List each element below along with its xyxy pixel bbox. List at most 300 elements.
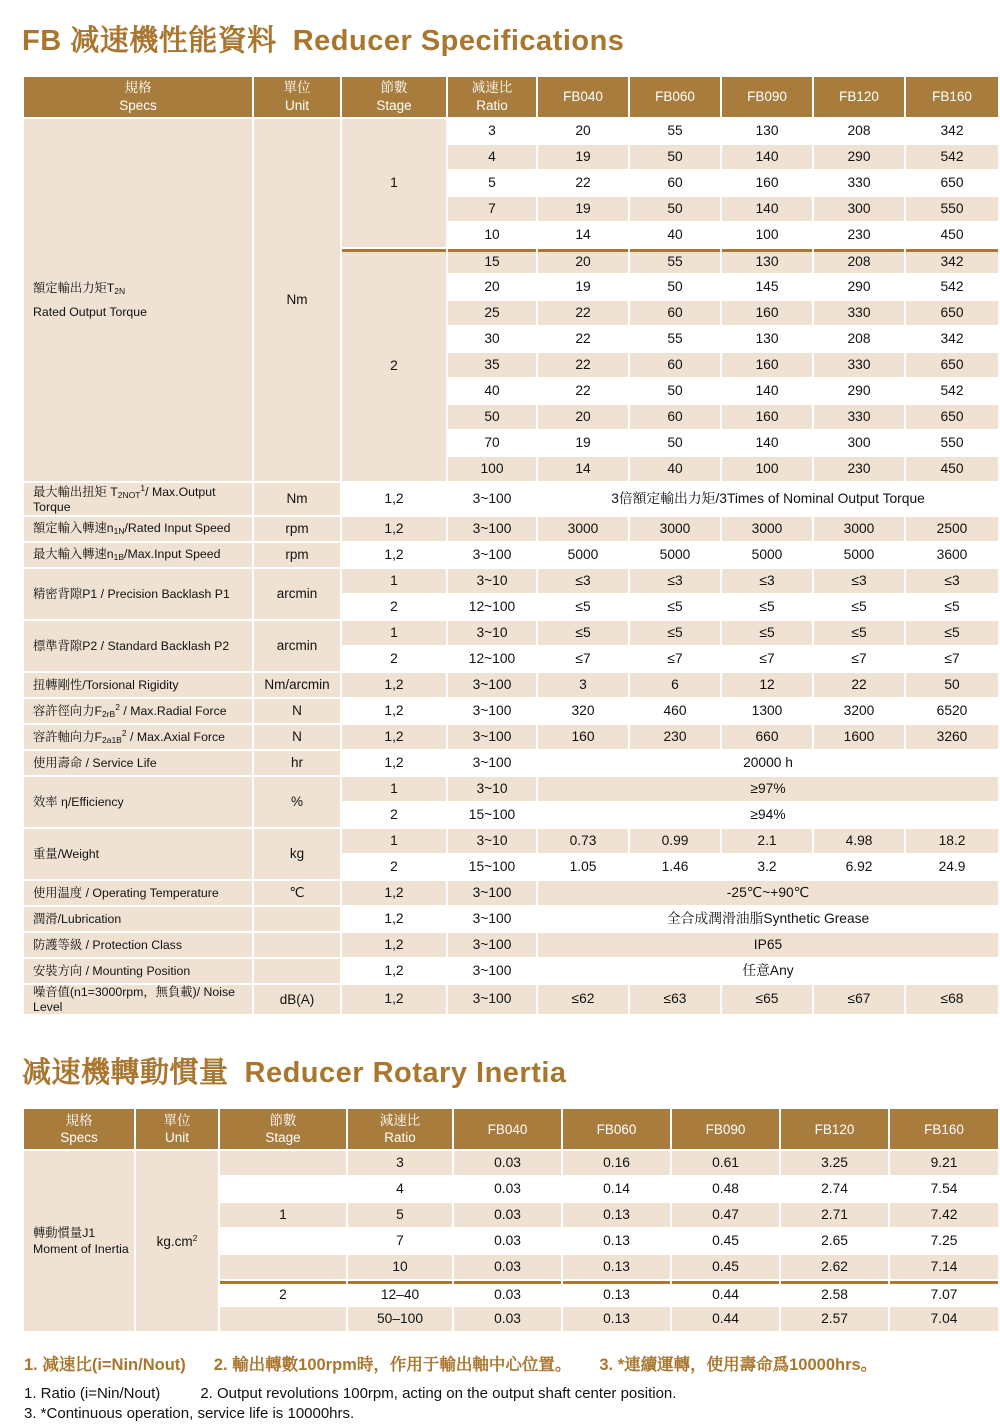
value-cell: ≤3 bbox=[906, 569, 998, 593]
model-header: FB040 bbox=[538, 77, 628, 117]
value-cell: 145 bbox=[722, 275, 812, 299]
value-cell: 140 bbox=[722, 431, 812, 455]
stage-cell: 1,2 bbox=[342, 881, 446, 905]
value-cell: ≤3 bbox=[630, 569, 720, 593]
value-cell: 160 bbox=[722, 301, 812, 325]
table-row bbox=[24, 569, 998, 593]
value-cell: 0.03 bbox=[454, 1177, 561, 1201]
value-cell: ≤68 bbox=[906, 985, 998, 1015]
stage-cell: 1 bbox=[342, 569, 446, 593]
stage-cell: 1,2 bbox=[342, 751, 446, 775]
table-row bbox=[24, 621, 998, 645]
table-row bbox=[24, 933, 998, 957]
inertia-table-title bbox=[22, 1050, 978, 1091]
value-cell: 342 bbox=[906, 249, 998, 273]
ratio-cell: 3~10 bbox=[448, 829, 536, 853]
ratio-cell: 3~10 bbox=[448, 621, 536, 645]
value-cell: 5000 bbox=[722, 543, 812, 567]
value-cell: 22 bbox=[538, 171, 628, 195]
table-row bbox=[24, 517, 998, 541]
value-cell: 1300 bbox=[722, 699, 812, 723]
value-cell: 300 bbox=[814, 197, 904, 221]
value-cell: 330 bbox=[814, 405, 904, 429]
spec-label-cell: 額定輸出力矩$T_{2N}$ Rated Output Torque bbox=[24, 119, 252, 481]
stage-cell: 1,2 bbox=[342, 907, 446, 931]
ratio-cell: 12~100 bbox=[448, 647, 536, 671]
value-cell: ≤5 bbox=[538, 595, 628, 619]
value-cell: 140 bbox=[722, 197, 812, 221]
column-header: 减速比 Ratio bbox=[448, 77, 536, 117]
stage-cell: 2 bbox=[342, 803, 446, 827]
value-cell: 22 bbox=[538, 379, 628, 403]
value-cell: 542 bbox=[906, 275, 998, 299]
value-cell: 55 bbox=[630, 119, 720, 143]
stage-cell: 1,2 bbox=[342, 673, 446, 697]
column-header: 規格 Specs bbox=[24, 77, 252, 117]
value-cell: 230 bbox=[630, 725, 720, 749]
spec-label-cell: 使用温度 / Operating Temperature bbox=[24, 881, 252, 905]
stage-cell: 1,2 bbox=[342, 959, 446, 983]
value-cell: 542 bbox=[906, 379, 998, 403]
value-cell: 140 bbox=[722, 145, 812, 169]
inertia-table-title-en: Reducer Rotary Inertia bbox=[244, 1057, 567, 1090]
value-cell: 650 bbox=[906, 405, 998, 429]
value-cell: 50 bbox=[630, 379, 720, 403]
value-cell: 22 bbox=[538, 301, 628, 325]
value-cell: 22 bbox=[538, 353, 628, 377]
value-cell: 330 bbox=[814, 301, 904, 325]
table-row bbox=[24, 483, 998, 515]
stage-cell: 2 bbox=[342, 647, 446, 671]
table-row bbox=[24, 829, 998, 853]
ratio-cell: 5 bbox=[448, 171, 536, 195]
ratio-cell: 3 bbox=[448, 119, 536, 143]
ratio-cell: 20 bbox=[448, 275, 536, 299]
value-cell: ≤65 bbox=[722, 985, 812, 1015]
inertia-table-title-zh: 减速機轉動慣量 bbox=[22, 1057, 229, 1090]
stage-cell bbox=[220, 1229, 346, 1253]
value-cell: 3.2 bbox=[722, 855, 812, 879]
value-cell: 160 bbox=[538, 725, 628, 749]
value-cell: 2500 bbox=[906, 517, 998, 541]
stage-cell: 2 bbox=[220, 1281, 346, 1305]
ratio-cell: 5 bbox=[348, 1203, 452, 1227]
value-cell: 130 bbox=[722, 327, 812, 351]
value-cell: 0.45 bbox=[672, 1255, 779, 1279]
value-cell: 3000 bbox=[630, 517, 720, 541]
spec-label-cell: 精密背隙P1 / Precision Backlash P1 bbox=[24, 569, 252, 619]
stage-cell: 1,2 bbox=[342, 543, 446, 567]
span-value-cell: 3倍額定輸出力矩/3Times of Nominal Output Torque bbox=[538, 483, 998, 515]
table-row bbox=[24, 881, 998, 905]
value-cell: 20 bbox=[538, 405, 628, 429]
stage-cell: 1,2 bbox=[342, 483, 446, 515]
value-cell: 230 bbox=[814, 457, 904, 481]
value-cell: 0.13 bbox=[563, 1203, 670, 1227]
value-cell: 2.1 bbox=[722, 829, 812, 853]
stage-cell bbox=[220, 1151, 346, 1175]
value-cell: 6 bbox=[630, 673, 720, 697]
spec-label-cell: 防護等級 / Protection Class bbox=[24, 933, 252, 957]
stage-cell: 2 bbox=[342, 855, 446, 879]
unit-cell: N bbox=[254, 699, 340, 723]
value-cell: 342 bbox=[906, 119, 998, 143]
spec-table-title-en: Reducer Specifications bbox=[292, 25, 625, 57]
unit-cell: Nm bbox=[254, 119, 340, 481]
footnote-line-en-1 bbox=[24, 1385, 978, 1402]
value-cell: 0.13 bbox=[563, 1255, 670, 1279]
ratio-cell: 3~100 bbox=[448, 725, 536, 749]
value-cell: 0.14 bbox=[563, 1177, 670, 1201]
value-cell: 0.16 bbox=[563, 1151, 670, 1175]
footnote-item-en: 2. Output revolutions 100rpm, acting on the output shaft center position. bbox=[200, 1385, 677, 1403]
unit-cell bbox=[254, 933, 340, 957]
table-row bbox=[24, 119, 998, 143]
model-header: FB120 bbox=[781, 1109, 888, 1149]
stage-cell: 1 bbox=[342, 777, 446, 801]
value-cell: 55 bbox=[630, 249, 720, 273]
value-cell: ≤5 bbox=[630, 621, 720, 645]
spec-label-cell: 重量/Weight bbox=[24, 829, 252, 879]
footnote-line-en-2 bbox=[24, 1405, 978, 1422]
span-value-cell: 任意Any bbox=[538, 959, 998, 983]
unit-cell: rpm bbox=[254, 517, 340, 541]
table-row bbox=[24, 959, 998, 983]
table-row bbox=[24, 1151, 998, 1175]
value-cell: 3000 bbox=[814, 517, 904, 541]
column-header: 節數 Stage bbox=[220, 1109, 346, 1149]
table-row bbox=[24, 751, 998, 775]
value-cell: 22 bbox=[814, 673, 904, 697]
value-cell: ≤7 bbox=[630, 647, 720, 671]
value-cell: 160 bbox=[722, 171, 812, 195]
ratio-cell: 30 bbox=[448, 327, 536, 351]
stage-cell bbox=[220, 1177, 346, 1201]
value-cell: 160 bbox=[722, 353, 812, 377]
span-value-cell: ≥94% bbox=[538, 803, 998, 827]
spec-label-cell: 安裝方向 / Mounting Position bbox=[24, 959, 252, 983]
value-cell: 3200 bbox=[814, 699, 904, 723]
ratio-cell: 25 bbox=[448, 301, 536, 325]
value-cell: ≤7 bbox=[538, 647, 628, 671]
ratio-cell: 50–100 bbox=[348, 1307, 452, 1331]
spec-label-cell: 效率 η/Efficiency bbox=[24, 777, 252, 827]
ratio-cell: 3~100 bbox=[448, 751, 536, 775]
value-cell: 7.42 bbox=[890, 1203, 998, 1227]
rotary-inertia-table bbox=[22, 1107, 1000, 1333]
unit-cell: N bbox=[254, 725, 340, 749]
ratio-cell: 3~100 bbox=[448, 985, 536, 1015]
ratio-cell: 3~10 bbox=[448, 569, 536, 593]
ratio-cell: 12–40 bbox=[348, 1281, 452, 1305]
footnote-line-zh bbox=[24, 1351, 978, 1375]
table-row bbox=[24, 725, 998, 749]
value-cell: ≤5 bbox=[814, 621, 904, 645]
value-cell: 140 bbox=[722, 379, 812, 403]
stage-cell: 1,2 bbox=[342, 517, 446, 541]
value-cell: 650 bbox=[906, 171, 998, 195]
ratio-cell: 3 bbox=[348, 1151, 452, 1175]
ratio-cell: 3~100 bbox=[448, 517, 536, 541]
value-cell: 290 bbox=[814, 379, 904, 403]
value-cell: 550 bbox=[906, 431, 998, 455]
value-cell: 542 bbox=[906, 145, 998, 169]
model-header: FB120 bbox=[814, 77, 904, 117]
spec-label-cell: 使用壽命 / Service Life bbox=[24, 751, 252, 775]
spec-label-cell: 最大輸出扭矩 $T_{2NOT}^1/$ Max.Output Torque bbox=[24, 483, 252, 515]
unit-cell: hr bbox=[254, 751, 340, 775]
value-cell: 0.03 bbox=[454, 1307, 561, 1331]
ratio-cell: 50 bbox=[448, 405, 536, 429]
ratio-cell: 7 bbox=[448, 197, 536, 221]
value-cell: 1.05 bbox=[538, 855, 628, 879]
value-cell: 550 bbox=[906, 197, 998, 221]
footnote-item-en: 1. Ratio (i=Nin/Nout) bbox=[24, 1385, 161, 1403]
value-cell: 50 bbox=[630, 197, 720, 221]
value-cell: 3 bbox=[538, 673, 628, 697]
ratio-cell: 15~100 bbox=[448, 803, 536, 827]
value-cell: 20 bbox=[538, 249, 628, 273]
unit-cell: rpm bbox=[254, 543, 340, 567]
value-cell: 22 bbox=[538, 327, 628, 351]
spec-label-cell: 標準背隙P2 / Standard Backlash P2 bbox=[24, 621, 252, 671]
ratio-cell: 4 bbox=[448, 145, 536, 169]
value-cell: 660 bbox=[722, 725, 812, 749]
value-cell: 55 bbox=[630, 327, 720, 351]
value-cell: 0.13 bbox=[563, 1307, 670, 1331]
spec-label-cell: 扭轉剛性/Torsional Rigidity bbox=[24, 673, 252, 697]
ratio-cell: 100 bbox=[448, 457, 536, 481]
stage-cell: 1 bbox=[220, 1203, 346, 1227]
header-row bbox=[24, 77, 998, 117]
unit-cell bbox=[254, 907, 340, 931]
spec-table-title bbox=[22, 18, 978, 59]
ratio-cell: 4 bbox=[348, 1177, 452, 1201]
value-cell: 2.57 bbox=[781, 1307, 888, 1331]
spec-label-cell: 額定輸入轉速$n_{1N}$/Rated Input Speed bbox=[24, 517, 252, 541]
value-cell: 0.48 bbox=[672, 1177, 779, 1201]
value-cell: 0.47 bbox=[672, 1203, 779, 1227]
value-cell: 3600 bbox=[906, 543, 998, 567]
unit-cell: Nm bbox=[254, 483, 340, 515]
value-cell: ≤5 bbox=[906, 595, 998, 619]
column-header: 減速比 Ratio bbox=[348, 1109, 452, 1149]
table-row bbox=[24, 699, 998, 723]
value-cell: 0.61 bbox=[672, 1151, 779, 1175]
value-cell: 0.73 bbox=[538, 829, 628, 853]
model-header: FB040 bbox=[454, 1109, 561, 1149]
reducer-specifications-table bbox=[22, 75, 1000, 1016]
unit-cell: arcmin bbox=[254, 621, 340, 671]
value-cell: 19 bbox=[538, 145, 628, 169]
spec-label-cell: 最大輸入轉速$n_{1B}/Max.Input$ Speed bbox=[24, 543, 252, 567]
value-cell: 0.03 bbox=[454, 1203, 561, 1227]
value-cell: ≤5 bbox=[814, 595, 904, 619]
value-cell: 14 bbox=[538, 223, 628, 247]
value-cell: 300 bbox=[814, 431, 904, 455]
value-cell: 4.98 bbox=[814, 829, 904, 853]
value-cell: 2.58 bbox=[781, 1281, 888, 1305]
footnotes bbox=[22, 1351, 978, 1422]
span-value-cell: IP65 bbox=[538, 933, 998, 957]
value-cell: 2.71 bbox=[781, 1203, 888, 1227]
value-cell: ≤3 bbox=[814, 569, 904, 593]
value-cell: 40 bbox=[630, 457, 720, 481]
value-cell: 24.9 bbox=[906, 855, 998, 879]
value-cell: 2.65 bbox=[781, 1229, 888, 1253]
spec-label-cell: 噪音值(n1=3000rpm，無負載)/ Noise Level bbox=[24, 985, 252, 1015]
value-cell: 19 bbox=[538, 431, 628, 455]
value-cell: 60 bbox=[630, 301, 720, 325]
value-cell: 130 bbox=[722, 249, 812, 273]
header-row bbox=[24, 1109, 998, 1149]
value-cell: 100 bbox=[722, 457, 812, 481]
value-cell: 330 bbox=[814, 171, 904, 195]
value-cell: 7.14 bbox=[890, 1255, 998, 1279]
value-cell: ≤3 bbox=[538, 569, 628, 593]
ratio-cell: 10 bbox=[448, 223, 536, 247]
ratio-cell: 7 bbox=[348, 1229, 452, 1253]
ratio-cell: 3~100 bbox=[448, 543, 536, 567]
value-cell: 2.62 bbox=[781, 1255, 888, 1279]
value-cell: 60 bbox=[630, 353, 720, 377]
column-header: 單位 Unit bbox=[136, 1109, 218, 1149]
value-cell: 230 bbox=[814, 223, 904, 247]
value-cell: 320 bbox=[538, 699, 628, 723]
unit-cell: % bbox=[254, 777, 340, 827]
stage-cell: 1,2 bbox=[342, 985, 446, 1015]
model-header: FB090 bbox=[672, 1109, 779, 1149]
table-row bbox=[24, 985, 998, 1015]
value-cell: 0.03 bbox=[454, 1281, 561, 1305]
unit-cell: $kg.cm^2$ bbox=[136, 1151, 218, 1331]
model-header: FB160 bbox=[906, 77, 998, 117]
stage-cell: 2 bbox=[342, 249, 446, 481]
value-cell: 6.92 bbox=[814, 855, 904, 879]
spec-label-cell: 容許軸向力$F_{2a1B}^2$ / Max.Axial Force bbox=[24, 725, 252, 749]
spec-label-cell: 轉動慣量J1 Moment of Inertia bbox=[24, 1151, 134, 1331]
span-value-cell: 全合成潤滑油脂Synthetic Grease bbox=[538, 907, 998, 931]
stage-cell: 1,2 bbox=[342, 725, 446, 749]
ratio-cell: 3~100 bbox=[448, 907, 536, 931]
footnote-item-en: 3. *Continuous operation, service life is 10000hrs. bbox=[24, 1405, 355, 1423]
value-cell: ≤5 bbox=[630, 595, 720, 619]
value-cell: ≤5 bbox=[538, 621, 628, 645]
column-header: 單位 Unit bbox=[254, 77, 340, 117]
ratio-cell: 15~100 bbox=[448, 855, 536, 879]
value-cell: 208 bbox=[814, 249, 904, 273]
footnote-item-zh: 2. 輸出轉數100rpm時，作用于輸出軸中心位置。 bbox=[213, 1356, 572, 1375]
ratio-cell: 12~100 bbox=[448, 595, 536, 619]
value-cell: 7.04 bbox=[890, 1307, 998, 1331]
span-value-cell: 20000 h bbox=[538, 751, 998, 775]
value-cell: 330 bbox=[814, 353, 904, 377]
value-cell: 0.03 bbox=[454, 1255, 561, 1279]
model-header: FB060 bbox=[630, 77, 720, 117]
value-cell: 5000 bbox=[630, 543, 720, 567]
value-cell: 0.44 bbox=[672, 1281, 779, 1305]
value-cell: 60 bbox=[630, 171, 720, 195]
value-cell: 7.07 bbox=[890, 1281, 998, 1305]
table-row bbox=[24, 907, 998, 931]
unit-cell: ℃ bbox=[254, 881, 340, 905]
ratio-cell: 3~100 bbox=[448, 699, 536, 723]
ratio-cell: 3~100 bbox=[448, 933, 536, 957]
unit-cell: arcmin bbox=[254, 569, 340, 619]
stage-cell bbox=[220, 1255, 346, 1279]
value-cell: 0.03 bbox=[454, 1229, 561, 1253]
value-cell: 0.13 bbox=[563, 1281, 670, 1305]
value-cell: 450 bbox=[906, 223, 998, 247]
table-row bbox=[24, 543, 998, 567]
value-cell: ≤7 bbox=[722, 647, 812, 671]
ratio-cell: 15 bbox=[448, 249, 536, 273]
stage-cell bbox=[220, 1307, 346, 1331]
value-cell: 18.2 bbox=[906, 829, 998, 853]
model-header: FB090 bbox=[722, 77, 812, 117]
value-cell: 208 bbox=[814, 119, 904, 143]
footnote-item-zh: 1. 减速比(i=Nin/Nout) bbox=[24, 1356, 186, 1375]
footnote-item-zh: 3. *連續運轉，使用壽命爲10000hrs。 bbox=[599, 1356, 878, 1375]
value-cell: 9.21 bbox=[890, 1151, 998, 1175]
value-cell: 100 bbox=[722, 223, 812, 247]
column-header: 節數 Stage bbox=[342, 77, 446, 117]
value-cell: 50 bbox=[630, 275, 720, 299]
stage-cell: 1 bbox=[342, 621, 446, 645]
value-cell: 1600 bbox=[814, 725, 904, 749]
ratio-cell: 10 bbox=[348, 1255, 452, 1279]
spec-label-cell: 潤滑/Lubrication bbox=[24, 907, 252, 931]
value-cell: 14 bbox=[538, 457, 628, 481]
ratio-cell: 3~100 bbox=[448, 881, 536, 905]
value-cell: ≤67 bbox=[814, 985, 904, 1015]
value-cell: 12 bbox=[722, 673, 812, 697]
value-cell: 0.99 bbox=[630, 829, 720, 853]
ratio-cell: 3~100 bbox=[448, 483, 536, 515]
spec-table-title-zh: FB 减速機性能資料 bbox=[22, 25, 277, 57]
value-cell: 1.46 bbox=[630, 855, 720, 879]
value-cell: 650 bbox=[906, 353, 998, 377]
value-cell: 7.54 bbox=[890, 1177, 998, 1201]
value-cell: ≤7 bbox=[906, 647, 998, 671]
unit-cell: Nm/arcmin bbox=[254, 673, 340, 697]
stage-cell: 1,2 bbox=[342, 933, 446, 957]
value-cell: 0.03 bbox=[454, 1151, 561, 1175]
value-cell: 160 bbox=[722, 405, 812, 429]
unit-cell bbox=[254, 959, 340, 983]
column-header: 規格 Specs bbox=[24, 1109, 134, 1149]
value-cell: 3000 bbox=[538, 517, 628, 541]
value-cell: ≤7 bbox=[814, 647, 904, 671]
value-cell: 20 bbox=[538, 119, 628, 143]
value-cell: 2.74 bbox=[781, 1177, 888, 1201]
value-cell: 650 bbox=[906, 301, 998, 325]
value-cell: 5000 bbox=[814, 543, 904, 567]
table-row bbox=[24, 777, 998, 801]
ratio-cell: 40 bbox=[448, 379, 536, 403]
model-header: FB160 bbox=[890, 1109, 998, 1149]
spec-label-cell: 容許徑向力$F_{2rB}^2$ / Max.Radial Force bbox=[24, 699, 252, 723]
value-cell: ≤5 bbox=[906, 621, 998, 645]
value-cell: 0.45 bbox=[672, 1229, 779, 1253]
value-cell: 0.13 bbox=[563, 1229, 670, 1253]
value-cell: 7.25 bbox=[890, 1229, 998, 1253]
value-cell: 3.25 bbox=[781, 1151, 888, 1175]
value-cell: ≤63 bbox=[630, 985, 720, 1015]
table-row bbox=[24, 673, 998, 697]
value-cell: 3260 bbox=[906, 725, 998, 749]
value-cell: 0.44 bbox=[672, 1307, 779, 1331]
